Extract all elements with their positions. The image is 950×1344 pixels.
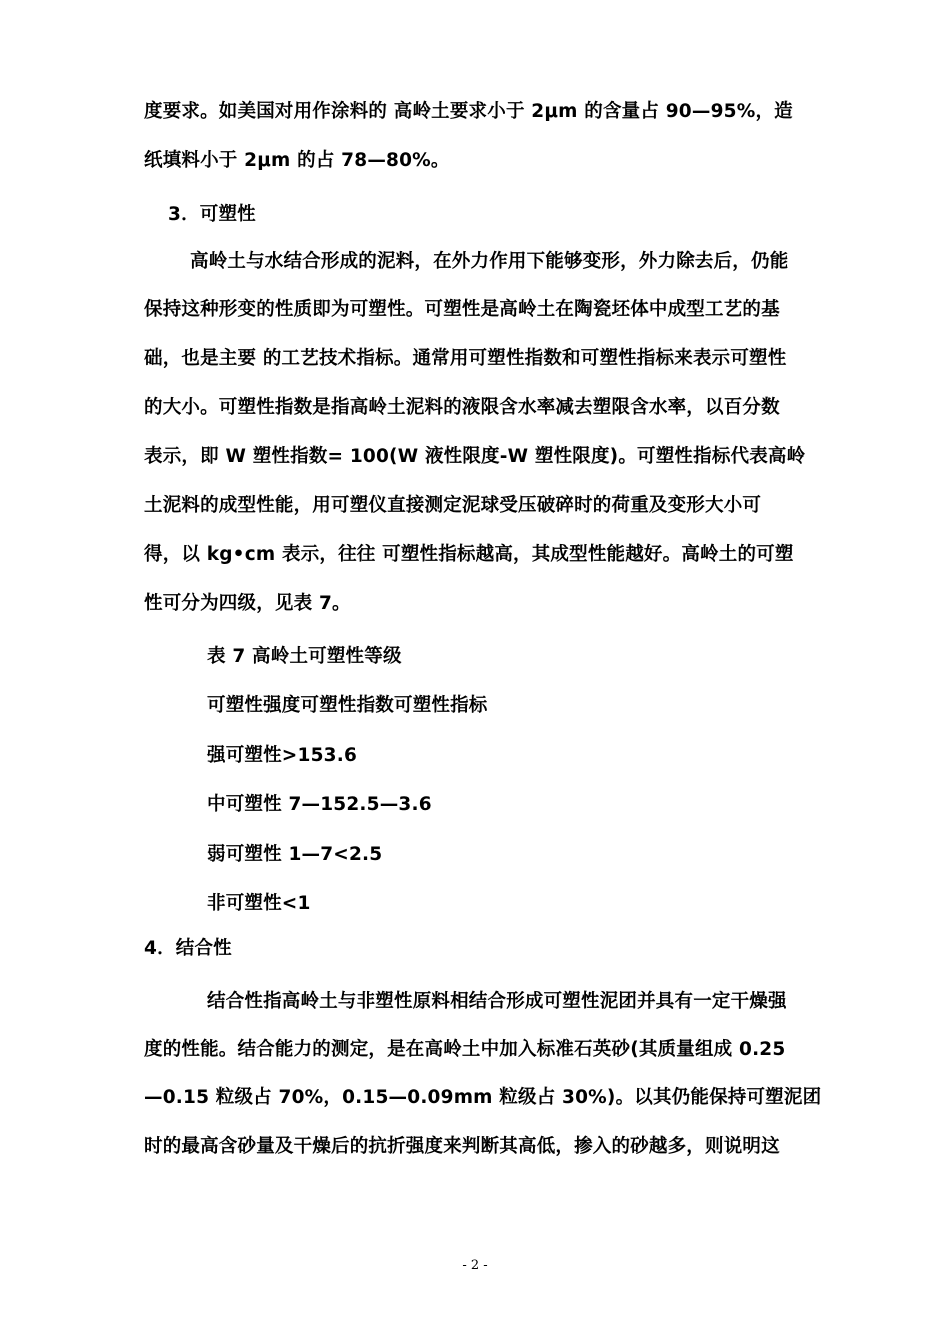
table-row: 弱可塑性 1—7<2.5 — [207, 844, 383, 865]
paragraph-line: 结合性指高岭土与非塑性原料相结合形成可塑性泥团并具有一定干燥强 — [207, 991, 787, 1012]
paragraph-line: 度的性能。结合能力的测定，是在高岭土中加入标准石英砂(其质量组成 0.25 — [144, 1039, 786, 1060]
paragraph-line: 高岭土与水结合形成的泥料，在外力作用下能够变形，外力除去后，仍能 — [190, 251, 789, 272]
table-row: 中可塑性 7—152.5—3.6 — [207, 794, 432, 815]
paragraph-line: 性可分为四级，见表 7。 — [144, 593, 351, 614]
paragraph-line: 础，也是主要 的工艺技术指标。通常用可塑性指数和可塑性指标来表示可塑性 — [144, 348, 787, 369]
paragraph-line: 表示，即 W 塑性指数= 100(W 液性限度-W 塑性限度)。可塑性指标代表高岭 — [144, 446, 806, 467]
paragraph-line: 得，以 kg•cm 表示，往往 可塑性指标越高，其成型性能越好。高岭土的可塑 — [144, 544, 794, 565]
table-header-row: 可塑性强度可塑性指数可塑性指标 — [207, 695, 488, 716]
paragraph-line: 保持这种形变的性质即为可塑性。可塑性是高岭土在陶瓷坯体中成型工艺的基 — [144, 299, 780, 320]
page-number: - 2 - — [462, 1258, 488, 1273]
table-row: 非可塑性<1 — [207, 893, 311, 914]
paragraph-line: 的大小。可塑性指数是指高岭土泥料的液限含水率减去塑限含水率，以百分数 — [144, 397, 780, 418]
paragraph-line: 纸填料小于 2μm 的占 78—80%。 — [144, 150, 450, 171]
paragraph-line: 度要求。如美国对用作涂料的 高岭土要求小于 2μm 的含量占 90—95%，造 — [144, 101, 793, 122]
section-heading: 3．可塑性 — [168, 204, 256, 225]
paragraph-line: —0.15 粒级占 70%，0.15—0.09mm 粒级占 30%)。以其仍能保持可塑泥团 — [144, 1087, 822, 1108]
table-caption: 表 7 高岭土可塑性等级 — [207, 646, 402, 667]
section-heading: 4．结合性 — [144, 938, 232, 959]
paragraph-line: 土泥料的成型性能，用可塑仪直接测定泥球受压破碎时的荷重及变形大小可 — [144, 495, 762, 516]
table-row: 强可塑性>153.6 — [207, 745, 358, 766]
paragraph-line: 时的最高含砂量及干燥后的抗折强度来判断其高低，掺入的砂越多，则说明这 — [144, 1136, 780, 1157]
